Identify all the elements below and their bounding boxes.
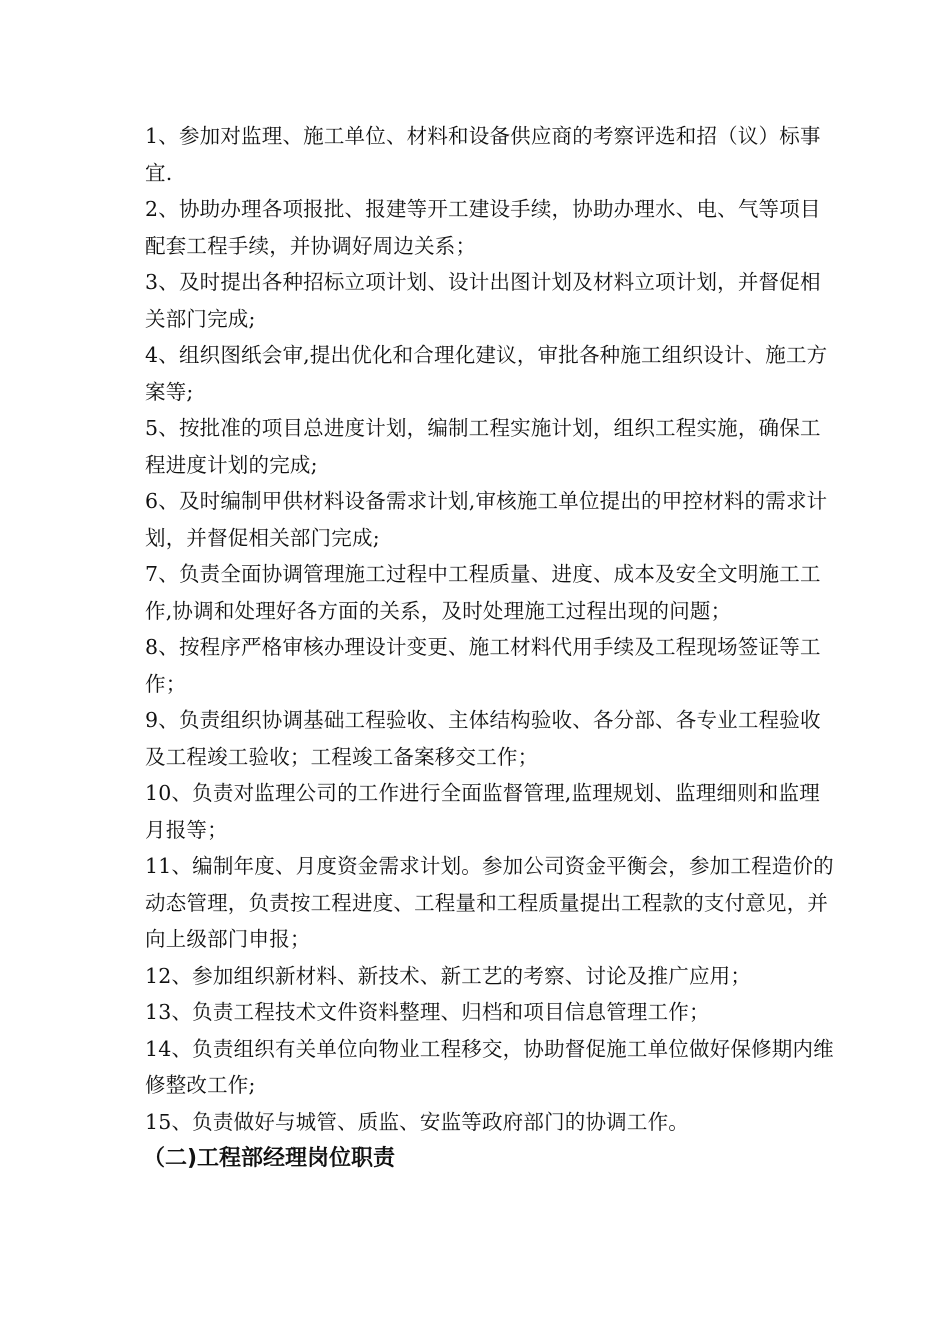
list-item-1: 1、参加对监理、施工单位、材料和设备供应商的考察评选和招（议）标事宜. xyxy=(145,124,821,185)
list-item-9: 9、负责组织协调基础工程验收、主体结构验收、各分部、各专业工程验收及工程竣工验收；工程竣工备案移交工作； xyxy=(145,708,821,769)
list-item-11: 11、编制年度、月度资金需求计划。参加公司资金平衡会，参加工程造价的动态管理，负责按工程进度、工程量和工程质量提出工程款的支付意见，并向上级部门申报； xyxy=(145,854,834,951)
list-item-6: 6、及时编制甲供材料设备需求计划,审核施工单位提出的甲控材料的需求计划，并督促相关部门完成; xyxy=(145,489,828,550)
list-item-14: 14、负责组织有关单位向物业工程移交，协助督促施工单位做好保修期内维修整改工作; xyxy=(145,1036,834,1097)
list-item-3: 3、及时提出各种招标立项计划、设计出图计划及材料立项计划，并督促相关部门完成; xyxy=(145,270,821,331)
section-heading: （二)工程部经理岗位职责 xyxy=(143,1146,396,1171)
list-item-10: 10、负责对监理公司的工作进行全面监督管理,监理规划、监理细则和监理月报等； xyxy=(145,781,820,842)
list-item-15: 15、负责做好与城管、质监、安监等政府部门的协调工作。 xyxy=(145,1109,689,1134)
list-item-8: 8、按程序严格审核办理设计变更、施工材料代用手续及工程现场签证等工作； xyxy=(145,635,821,696)
list-item-2: 2、协助办理各项报批、报建等开工建设手续，协助办理水、电、气等项目配套工程手续，并协调好周边关系； xyxy=(145,197,821,258)
list-item-5: 5、按批准的项目总进度计划，编制工程实施计划，组织工程实施，确保工程进度计划的完成; xyxy=(145,416,821,477)
list-item-13: 13、负责工程技术文件资料整理、归档和项目信息管理工作； xyxy=(145,1000,710,1024)
document-body xyxy=(145,118,835,1178)
list-item-7: 7、负责全面协调管理施工过程中工程质量、进度、成本及安全文明施工工作,协调和处理好各方面的关系，及时处理施工过程出现的问题； xyxy=(145,562,821,623)
list-item-4: 4、组织图纸会审,提出优化和合理化建议，审批各种施工组织设计、施工方案等; xyxy=(145,343,828,404)
list-item-12: 12、参加组织新材料、新技术、新工艺的考察、讨论及推广应用； xyxy=(145,963,752,988)
